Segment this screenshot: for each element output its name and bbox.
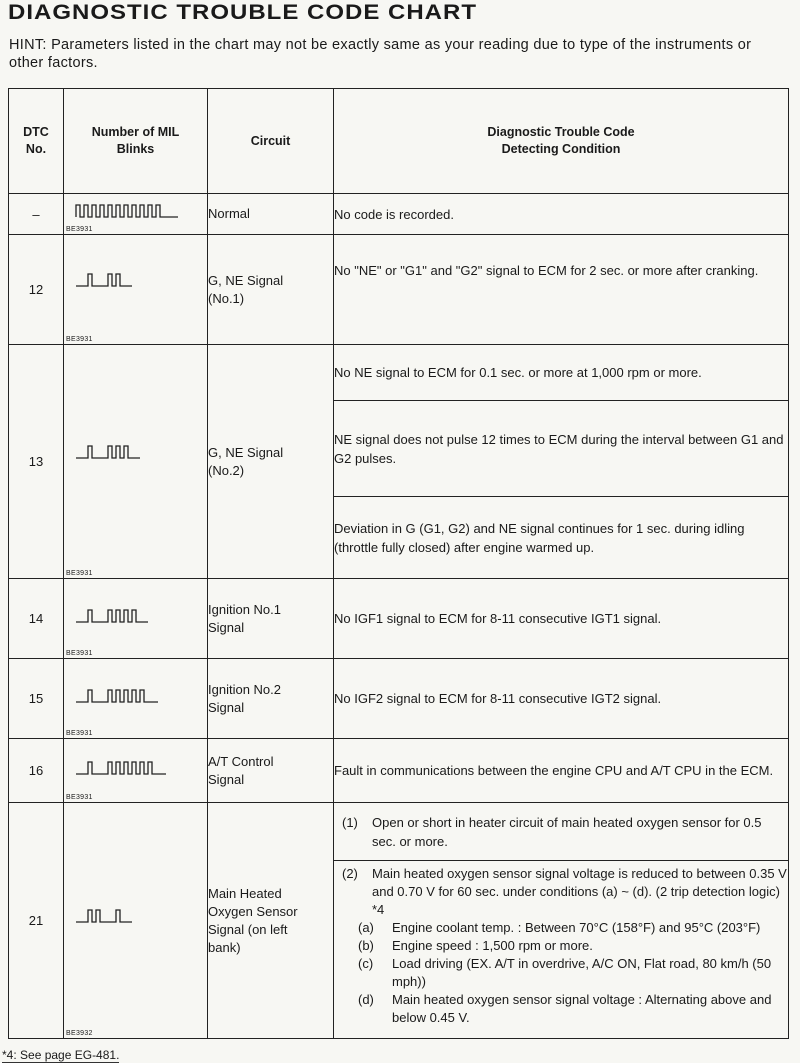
circuit-name: G, NE Signal (No.1) bbox=[208, 235, 334, 345]
sub-text: Load driving (EX. A/T in overdrive, A/C ON, Flat road, 80 km/h (50 mph)) bbox=[392, 956, 772, 989]
figure-code: BE3931 bbox=[66, 570, 93, 577]
sub-condition-list bbox=[338, 919, 788, 1027]
page-title: DIAGNOSTIC TROUBLE CODE CHART bbox=[8, 0, 477, 25]
blink-waveform-icon bbox=[74, 271, 184, 289]
hint-text: HINT: Parameters listed in the chart may not be exactly same as your reading due to type of the instruments or other factors. bbox=[9, 37, 752, 71]
header-circuit: Circuit bbox=[208, 89, 334, 194]
sub-condition bbox=[354, 937, 788, 955]
sub-text: Engine speed : 1,500 rpm or more. bbox=[392, 938, 593, 953]
blink-pattern bbox=[64, 659, 208, 739]
table-row bbox=[9, 194, 789, 235]
blink-pattern bbox=[64, 803, 208, 1039]
condition-text: Deviation in G (G1, G2) and NE signal continues for 1 sec. during idling (throttle fully closed) after engine warmed up. bbox=[334, 497, 789, 579]
header-dtc: DTC No. bbox=[9, 89, 64, 194]
blink-waveform-icon bbox=[74, 907, 184, 925]
condition-marker: (2) bbox=[342, 866, 358, 881]
dtc-number: 12 bbox=[9, 235, 64, 345]
table-row bbox=[9, 803, 789, 861]
figure-code: BE3931 bbox=[66, 730, 93, 737]
header-condition-line2: Detecting Condition bbox=[501, 142, 621, 156]
header-condition bbox=[334, 89, 789, 194]
figure-code: BE3931 bbox=[66, 650, 93, 657]
condition-text: No IGF2 signal to ECM for 8-11 consecutive IGT2 signal. bbox=[334, 659, 789, 739]
blink-waveform-icon bbox=[74, 759, 199, 777]
dtc-table bbox=[8, 88, 789, 1039]
footnote bbox=[2, 1048, 119, 1063]
condition-item bbox=[338, 865, 788, 919]
blink-pattern bbox=[64, 579, 208, 659]
figure-code: BE3932 bbox=[66, 1030, 93, 1037]
blink-waveform-icon bbox=[74, 203, 184, 219]
figure-code: BE3931 bbox=[66, 336, 93, 343]
condition-text: Fault in communications between the engine CPU and A/T CPU in the ECM. bbox=[334, 739, 789, 803]
figure-code: BE3931 bbox=[66, 794, 93, 801]
circuit-name: Main Heated Oxygen Sensor Signal (on left bank) bbox=[208, 803, 334, 1039]
condition-item-text: Open or short in heater circuit of main heated oxygen sensor for 0.5 sec. or more. bbox=[372, 814, 762, 849]
condition-text bbox=[334, 861, 789, 1039]
table-row bbox=[9, 659, 789, 739]
blink-waveform-icon bbox=[74, 607, 194, 625]
condition-item-text: Main heated oxygen sensor signal voltage is reduced to between 0.35 V and 0.70 V for 60 sec. under conditions (a) ~ (d). (2 trip detection logic) *4 bbox=[372, 866, 787, 917]
circuit-name: A/T Control Signal bbox=[208, 739, 334, 803]
header-row bbox=[9, 89, 789, 194]
footnote-text: *4: See page EG-481. bbox=[2, 1048, 120, 1062]
condition-text: NE signal does not pulse 12 times to ECM during the interval between G1 and G2 pulses. bbox=[334, 401, 789, 497]
condition-text: No "NE" or "G1" and "G2" signal to ECM for 2 sec. or more after cranking. bbox=[334, 235, 789, 345]
dtc-number: 13 bbox=[9, 345, 64, 579]
header-blinks: Number of MIL Blinks bbox=[64, 89, 208, 194]
blink-pattern bbox=[64, 194, 208, 235]
table-row bbox=[9, 739, 789, 803]
sub-marker: (b) bbox=[358, 938, 374, 953]
sub-marker: (d) bbox=[358, 992, 374, 1007]
dtc-number: 14 bbox=[9, 579, 64, 659]
condition-text bbox=[334, 803, 789, 861]
dtc-number: 21 bbox=[9, 803, 64, 1039]
sub-text: Engine coolant temp. : Between 70°C (158°F) and 95°C (203°F) bbox=[392, 920, 761, 935]
table-row bbox=[9, 235, 789, 345]
table-row bbox=[9, 345, 789, 401]
blink-waveform-icon bbox=[74, 443, 184, 461]
circuit-name: Ignition No.2 Signal bbox=[208, 659, 334, 739]
table-row bbox=[9, 579, 789, 659]
condition-text: No code is recorded. bbox=[334, 194, 789, 235]
blink-pattern bbox=[64, 235, 208, 345]
blink-pattern bbox=[64, 739, 208, 803]
sub-marker: (a) bbox=[358, 920, 374, 935]
dtc-number: 16 bbox=[9, 739, 64, 803]
dtc-number: – bbox=[9, 194, 64, 235]
condition-text: No NE signal to ECM for 0.1 sec. or more at 1,000 rpm or more. bbox=[334, 345, 789, 401]
header-condition-line1: Diagnostic Trouble Code bbox=[487, 125, 635, 139]
sub-text: Main heated oxygen sensor signal voltage : Alternating above and below 0.45 V. bbox=[392, 992, 772, 1025]
circuit-name: G, NE Signal (No.2) bbox=[208, 345, 334, 579]
condition-text: No IGF1 signal to ECM for 8-11 consecutive IGT1 signal. bbox=[334, 579, 789, 659]
condition-marker: (1) bbox=[342, 814, 358, 830]
dtc-number: 15 bbox=[9, 659, 64, 739]
blink-waveform-icon bbox=[74, 687, 194, 705]
circuit-name: Normal bbox=[208, 194, 334, 235]
condition-item bbox=[338, 813, 788, 851]
blink-pattern bbox=[64, 345, 208, 579]
sub-condition bbox=[354, 955, 788, 991]
figure-code: BE3931 bbox=[66, 226, 93, 233]
sub-marker: (c) bbox=[358, 956, 374, 971]
circuit-name: Ignition No.1 Signal bbox=[208, 579, 334, 659]
sub-condition bbox=[354, 991, 788, 1027]
sub-condition bbox=[354, 919, 788, 937]
